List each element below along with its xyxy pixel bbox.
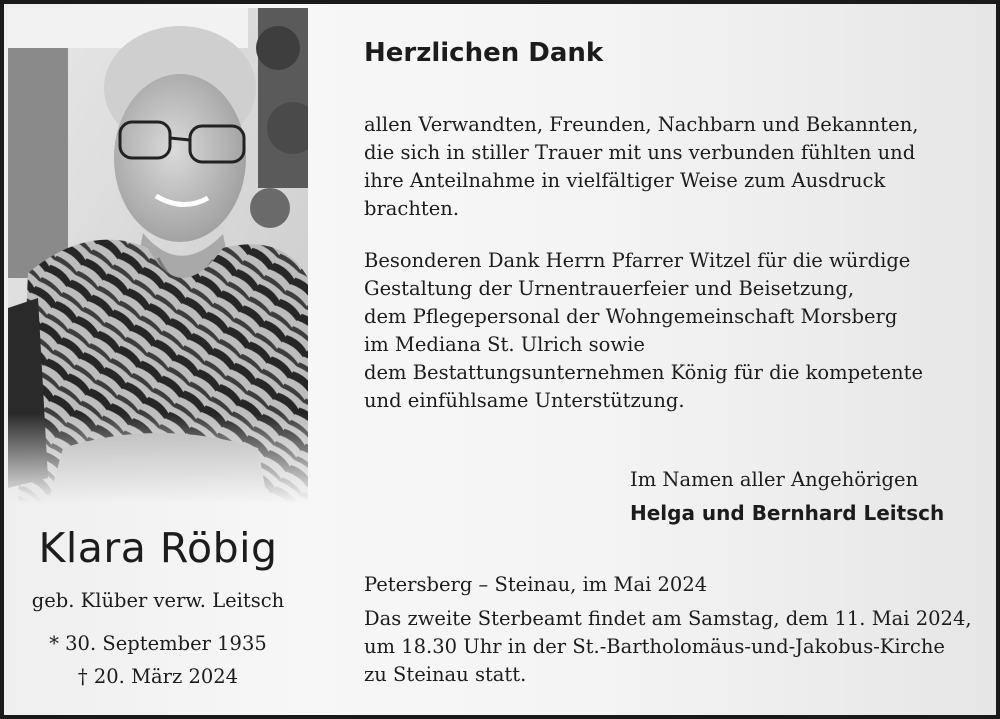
text-line: dem Pflegepersonal der Wohngemeinschaft Morsberg bbox=[364, 305, 898, 328]
heading: Herzlichen Dank bbox=[364, 38, 604, 68]
signoff-text: Im Namen aller Angehörigen bbox=[630, 468, 919, 491]
maiden-name: geb. Klüber verw. Leitsch bbox=[31, 589, 285, 612]
place-date: Petersberg – Steinau, im Mai 2024 bbox=[364, 573, 708, 596]
text-line: brachten. bbox=[364, 197, 460, 220]
portrait-photo bbox=[8, 8, 308, 503]
text-line: ihre Anteilnahme in vielfältiger Weise zum Ausdruck bbox=[364, 169, 886, 192]
text-line: zu Steinau statt. bbox=[364, 663, 527, 686]
text-line: allen Verwandten, Freunden, Nachbarn und Bekannten, bbox=[364, 113, 919, 136]
thanks-paragraph bbox=[364, 111, 918, 223]
text-line: im Mediana St. Ulrich sowie bbox=[364, 333, 645, 356]
birth-date: * 30. September 1935 bbox=[49, 632, 267, 655]
text-line: um 18.30 Uhr in der St.-Bartholomäus-und-Jakobus-Kirche bbox=[364, 635, 945, 658]
signers-names: Helga und Bernhard Leitsch bbox=[630, 501, 945, 525]
death-date: † 20. März 2024 bbox=[77, 665, 239, 688]
text-line: die sich in stiller Trauer mit uns verbunden fühlten und bbox=[364, 141, 916, 164]
text-line: Besonderen Dank Herrn Pfarrer Witzel für die würdige bbox=[364, 249, 911, 272]
text-line: und einfühlsame Unterstützung. bbox=[364, 389, 685, 412]
special-thanks-paragraph bbox=[364, 247, 923, 415]
text-line: Gestaltung der Urnentrauerfeier und Beisetzung, bbox=[364, 277, 855, 300]
memorial-notice bbox=[364, 605, 972, 689]
text-line: dem Bestattungsunternehmen König für die kompetente bbox=[364, 361, 923, 384]
text-line: Das zweite Sterbeamt findet am Samstag, dem 11. Mai 2024, bbox=[364, 607, 972, 630]
deceased-name: Klara Röbig bbox=[38, 524, 278, 572]
